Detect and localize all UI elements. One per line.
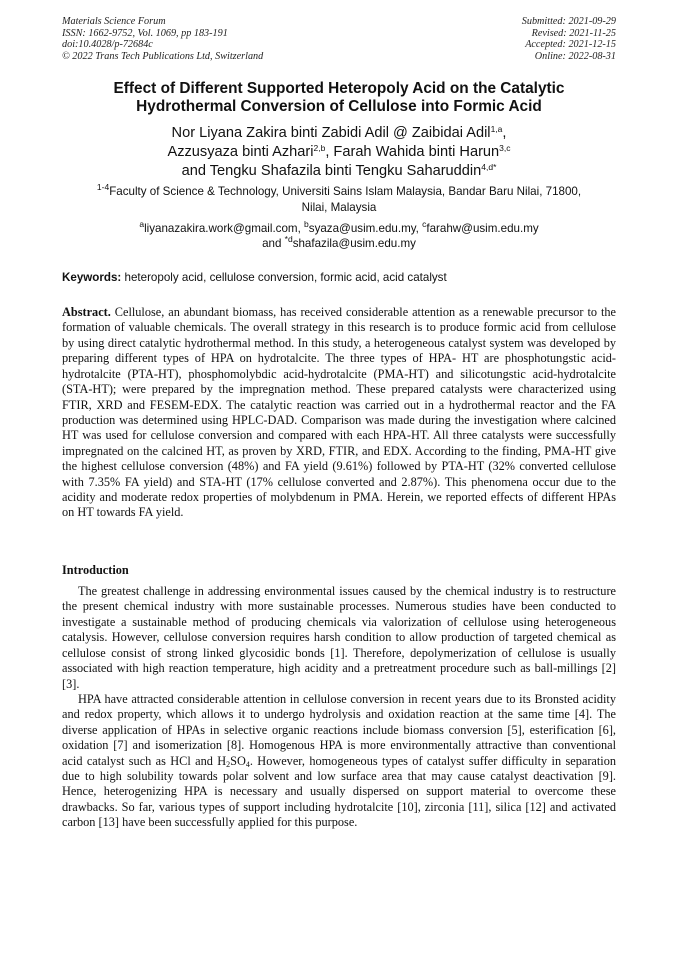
email-mark: *d — [284, 234, 293, 244]
subscript: 4 — [245, 759, 250, 769]
title-line: Hydrothermal Conversion of Cellulose into Formic Acid — [136, 98, 542, 115]
author-conjunction: and — [181, 163, 210, 180]
revised-date: Revised: 2021-11-25 — [531, 27, 616, 39]
accepted-date: Accepted: 2021-12-15 — [525, 39, 616, 51]
paragraph-text: HPA have attracted considerable attention in cellulose conversion in recent years due to its Bronsted acidity and redox property, which allows it to undergo hydrolysis and oxidation reaction at the same time [4]. The diverse application of HPAs in selective organic reactions include biomass conversion [5], esterification [6], oxidation [7] and isomerization [8]. Homogenous HPA is more environmentally attractive than conventional acid catalyst such as HCl and H — [62, 691, 616, 768]
email-link[interactable]: shafazila@usim.edu.my — [292, 237, 416, 250]
abstract-label: Abstract. — [62, 305, 111, 319]
paragraph-text: . However, homogeneous types of catalyst suffer difficulty in separation due to high solubility towards polar solvent and low surface area that may cause catalyst deactivation [9]. Hence, heterogenizing HPA is necessary and usually dispersed on support material to overcome these drawbacks. So far, various types of support including hydrotalcite [10], zirconia [11], silica [12] and activated carbon [13] have been successfully applied for this purpose. — [62, 753, 617, 830]
author-affiliation-mark: 1,a — [490, 124, 503, 134]
paragraph: The greatest challenge in addressing environmental issues caused by the chemical industry is to restructure the present chemical industry with more sustainable processes. Numerous studies have been conducted to investigate a sustainable method of producing chemicals via valorization of cellulose using heterogeneous catalysis. However, cellulose conversion requires harsh condition to allow production of targeted chemical as cellulose consist of strong linked glycosidic bonds [1]. Therefore, depolymerization of cellulose is usually associated with high reaction temperature, high acidity and a pretreatment procedure such as ball-millings [2][3]. — [62, 584, 616, 691]
online-date: Online: 2022-08-31 — [534, 50, 616, 62]
paragraph-text: SO — [230, 753, 246, 768]
email-mark: a — [139, 219, 145, 229]
author-line: Azzusyaza binti Azhari$^{2,b}$, Farah Wahida binti Harun$^{3,c}$ — [167, 143, 511, 161]
keywords — [62, 270, 616, 285]
affiliation-mark: 1-4 — [96, 182, 110, 192]
author-line — [62, 162, 616, 181]
keywords-text: heteropoly acid, cellulose conversion, formic acid, acid catalyst — [121, 271, 447, 284]
introduction-body — [62, 584, 616, 831]
abstract-text: Cellulose, an abundant biomass, has received considerable attention as a renewable precursor to the formation of valuable chemicals. The overall strategy in this research is to produce formic acid from cellulose by using direct catalytic hydrothermal method. In this study, a heterogeneous catalyst system was developed by preparing different types of HPA on hydrotalcite. The three types of HPA- HT are phosphotungstic acid-hydrotalcite (PTA-HT), phosphomolybdic acid-hydrotalcite (PMA-HT) and silicotungstic acid-hydrotalcite (STA-HT); were prepared by the impregnation method. These prepared catalysts were characterized using FTIR, XRD and FESEM-EDX. The catalytic reaction was carried out in a hydrothermal reactor and the FA production was determined using HPLC-DAD. Comparison was made during the investigation where calcined HT was used for cellulose conversion and compared with each HPA-HT. All three catalysts were successfully impregnated on the calcined HT, as proven by XRD, FTIR, and EDX. According to the finding, PMA-HT give the highest cellulose conversion (48%) and FA yield (9.61%) followed by PTA-HT (32% converted cellulose with 7.35% FA yield) and STA-HT (17% cellulose converted and 2.87%). This phenomena occur due to the acidity and moderate redox properties of molybdenum in PMA. Herein, we reported effects of different HPAs on HT towards FA yield. — [62, 305, 616, 520]
email-link[interactable]: syaza@usim.edu.my, — [308, 222, 423, 235]
copyright-line: © 2022 Trans Tech Publications Ltd, Switzerland — [62, 50, 264, 62]
author-name: Nor Liyana Zakira binti Zabidi Adil @ Zaibidai Adil — [171, 125, 491, 141]
issn-line: ISSN: 1662-9752, Vol. 1069, pp 183-191 — [62, 27, 228, 39]
email-mark: c — [422, 219, 427, 229]
email-line — [62, 236, 616, 251]
author-affiliation-mark: 3,c — [499, 143, 511, 154]
author-name: Farah Wahida binti Harun — [333, 144, 500, 161]
paper-title — [62, 80, 616, 116]
author-line: Nor Liyana Zakira binti Zabidi Adil @ Zaibidai Adil$^{1,a}$, — [171, 124, 507, 141]
publication-info — [62, 16, 263, 62]
author-affiliation-mark: 4,d* — [481, 162, 497, 173]
introduction-heading: Introduction — [62, 563, 129, 577]
abstract — [62, 305, 616, 521]
email-mark: b — [304, 219, 309, 229]
email-list — [62, 221, 616, 251]
submitted-date: Submitted: 2021-09-29 — [521, 16, 616, 27]
paragraph — [62, 692, 616, 831]
affiliation — [62, 184, 616, 215]
author-affiliation-mark: 2,b — [313, 143, 326, 154]
author-list — [62, 124, 616, 182]
dates-info — [522, 16, 616, 62]
affiliation-line — [62, 184, 616, 200]
author-name: Tengku Shafazila binti Tengku Saharuddin — [209, 163, 482, 180]
email-link[interactable]: farahw@usim.edu.my — [426, 222, 539, 235]
title-line: Effect of Different Supported Heteropoly Acid on the Catalytic — [113, 80, 565, 97]
doi-line: doi:10.4028/p-72684c — [62, 39, 153, 51]
author-name: Azzusyaza binti Azhari — [167, 144, 314, 161]
email-line — [62, 221, 616, 236]
subscript: 2 — [226, 759, 231, 769]
email-conjunction: and — [262, 237, 285, 250]
journal-name: Materials Science Forum — [62, 16, 166, 27]
affiliation-line: Nilai, Malaysia — [301, 200, 377, 214]
keywords-label: Keywords: — [62, 271, 122, 284]
affiliation-text: Faculty of Science & Technology, Universiti Sains Islam Malaysia, Bandar Baru Nilai, 71800, — [109, 185, 582, 198]
email-link[interactable]: liyanazakira.work@gmail.com, — [144, 222, 305, 235]
